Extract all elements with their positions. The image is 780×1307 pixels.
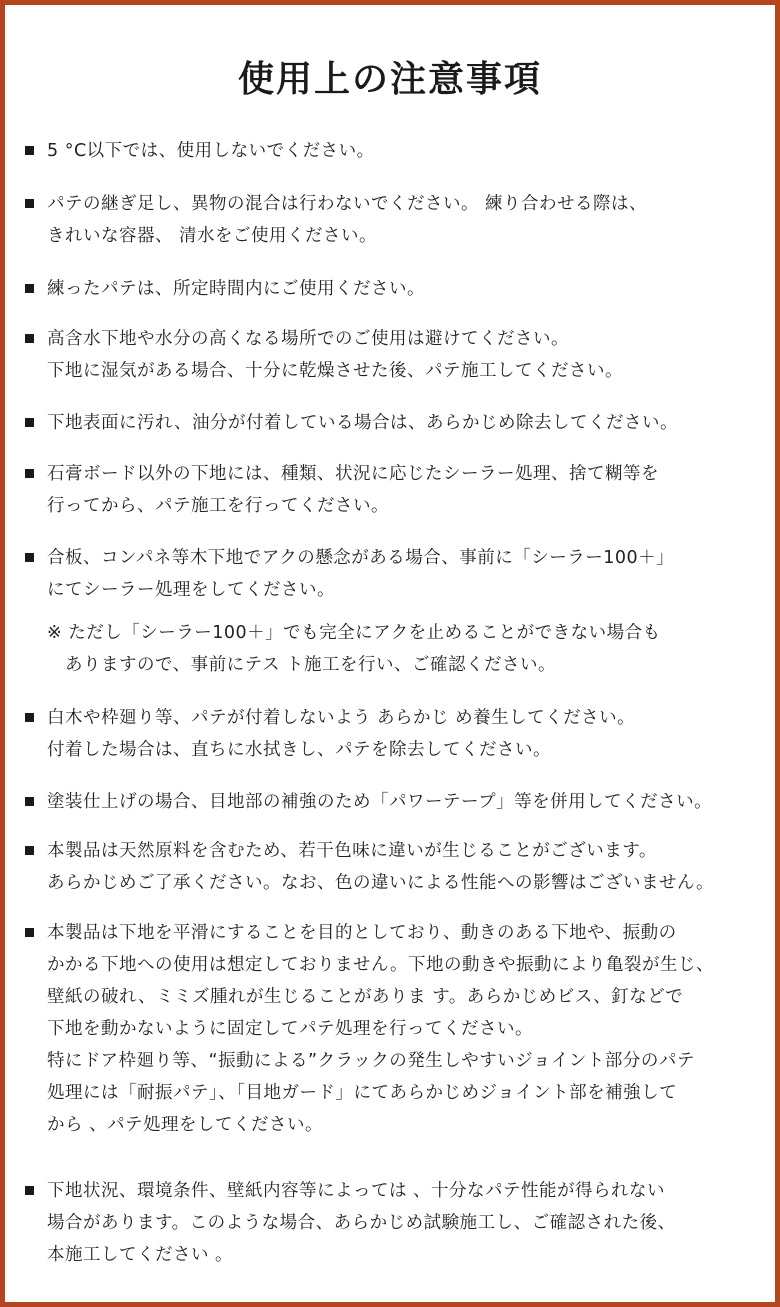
item-line: 付着した場合は、直ちに水拭きし、パテを除去してください。	[47, 740, 551, 760]
item-line: 石膏ボード以外の下地には、種類、状況に応じたシーラー処理、捨て糊等を	[47, 464, 659, 484]
bullet-square-icon	[25, 713, 34, 722]
bullet-square-icon	[25, 846, 34, 855]
bullet-square-icon	[25, 1186, 34, 1195]
item-line: 本施工してください 。	[47, 1245, 234, 1265]
item-line: 5 °C以下では、使用しないでください。	[47, 141, 375, 161]
item-line: 合板、コンパネ等木下地でアクの懸念がある場合、事前に「シーラー100＋」	[47, 548, 675, 568]
item-line: 下地表面に汚れ、油分が付着している場合は、あらかじめ除去してください。	[47, 413, 679, 433]
bullet-square-icon	[25, 928, 34, 937]
item-line: 行ってから、パテ施工を行ってください。	[47, 496, 389, 516]
item-line: 特にドア枠廻り等、“振動による”クラックの発生しやすいジョイント部分のパテ	[47, 1051, 695, 1071]
item-line: 場合があります。このような場合、あらかじめ試験施工し、ご確認された後、	[47, 1213, 676, 1233]
item-line: 練ったパテは、所定時間内にご使用ください。	[47, 279, 425, 299]
item-line: 高含水下地や水分の高くなる場所でのご使用は避けてください。	[47, 329, 569, 349]
item-line: 下地に湿気がある場合、十分に乾燥させた後、パテ施工してください。	[47, 361, 623, 381]
item-line: 本製品は天然原料を含むため、若干色味に違いが生じることがございます。	[47, 841, 657, 861]
page-title: 使用上の注意事項	[237, 59, 542, 100]
item-line: 下地を動かないように固定してパテ処理を行ってください。	[47, 1019, 533, 1039]
item-line: きれいな容器、 清水をご使用ください。	[47, 226, 378, 246]
item-line: にてシーラー処理をしてください。	[47, 580, 335, 600]
item-note-line: ありますので、事前にテス ト施工を行い、ご確認ください。	[47, 655, 557, 675]
bullet-square-icon	[25, 334, 34, 343]
item-line: 処理には「耐振パテ」、「目地ガード」にてあらかじめジョイント部を補強して	[47, 1083, 678, 1103]
bullet-square-icon	[25, 418, 34, 427]
bullet-square-icon	[25, 146, 34, 155]
item-line: あらかじめご了承ください。なお、色の違いによる性能への影響はございません。	[47, 873, 715, 893]
item-line: パテの継ぎ足し、異物の混合は行わないでください。 練り合わせる際は、	[47, 194, 648, 214]
bullet-square-icon	[25, 553, 34, 562]
bullet-square-icon	[25, 284, 34, 293]
item-note-line: ※ ただし「シーラー100＋」でも完全にアクを止めることができない場合も	[47, 623, 661, 643]
bullet-square-icon	[25, 797, 34, 806]
item-line: から 、パテ処理をしてください。	[47, 1115, 324, 1135]
item-line: 壁紙の破れ、ミミズ腫れが生じることがありま す。あらかじめビス、釘などで	[47, 987, 684, 1007]
item-line: 本製品は下地を平滑にすることを目的としており、動きのある下地や、振動の	[47, 923, 677, 943]
bullet-square-icon	[25, 199, 34, 208]
item-line: 下地状況、環境条件、壁紙内容等によっては 、十分なパテ性能が得られない	[47, 1181, 666, 1201]
item-line: 白木や枠廻り等、パテが付着しないよう あらかじ め養生してください。	[47, 708, 636, 728]
bullet-square-icon	[25, 469, 34, 478]
item-line: 塗装仕上げの場合、目地部の補強のため「パワーテープ」等を併用してください。	[47, 792, 713, 812]
item-line: かかる下地への使用は想定しておりません。下地の動きや振動により亀裂が生じ、	[47, 955, 715, 975]
